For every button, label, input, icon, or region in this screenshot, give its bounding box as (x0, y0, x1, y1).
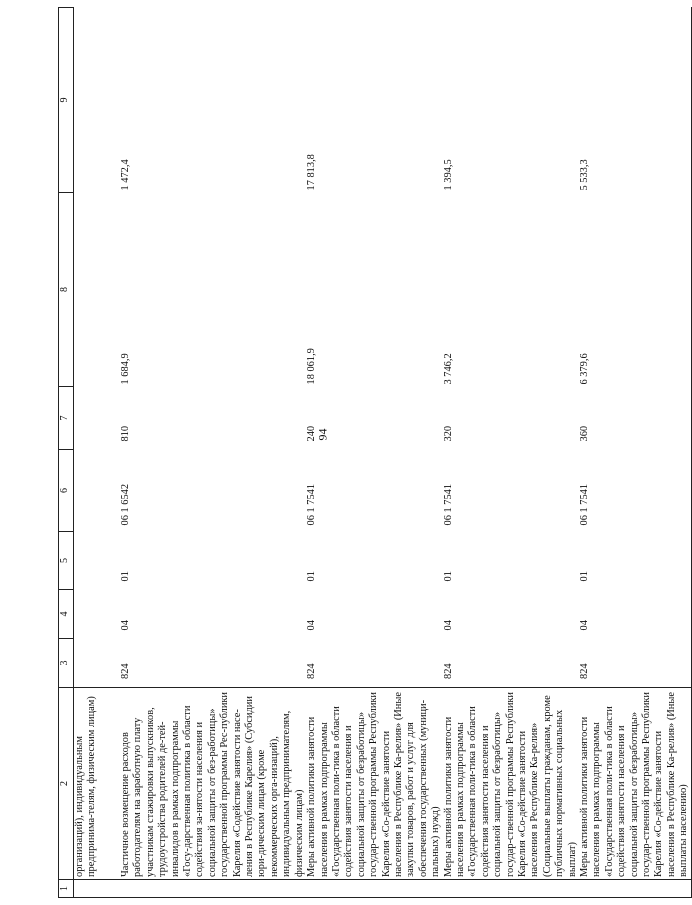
cell-col4: 04 (579, 590, 691, 639)
cell-col3: 824 (120, 663, 131, 679)
cell-col5: 01 (442, 571, 454, 582)
table-row (579, 8, 691, 898)
cell-col7: 360 (579, 387, 691, 450)
cell-col5: 01 (120, 571, 131, 582)
budget-table-wrapper (58, 8, 690, 898)
cell-col5: 01 (306, 571, 318, 582)
continuation-row (74, 8, 121, 898)
table-row (443, 8, 579, 898)
cell-col7: 810 (120, 425, 131, 442)
cell-col8: 18 061,9 (306, 348, 318, 385)
column-header-4: 4 (59, 590, 74, 639)
column-header-5: 5 (59, 532, 74, 590)
cell-col3: 824 (579, 639, 691, 688)
column-header-2: 2 (59, 688, 74, 880)
cell-col9: 1 394,5 (442, 159, 454, 191)
cell-col6: 06 1 7541 (306, 483, 318, 526)
cell-col6: 06 1 7541 (442, 483, 454, 526)
cell-col7: 320 (442, 425, 454, 442)
column-header-6: 6 (59, 450, 74, 532)
row-description: Меры активной политики занятости населения в рамках подпрограммы «Государственная поли-тика в области содействия занятости населения и социальной защиты от безработицы» государ-ственной программы Республики Карелия «Со-действие занятости населения в Республике Ка-релия» (Иные выплаты населению) (579, 688, 691, 880)
cell-col6: 06 1 7541 (579, 450, 691, 532)
cell-col4: 04 (306, 620, 318, 631)
cell-col4: 04 (442, 620, 454, 631)
cell-col9: 17 813,8 (306, 154, 318, 191)
row-description: Частичное возмещение расходов работодателям на заработную плату участникам стажировки выпускников, трудоустройства родителей де-тей-инвалидов в рамках подпрограммы «Госу-дарственная политика в области содействия за-нятости населения и социальной защиты от без-работицы» государственной программы Рес-публики Карелия «Содействие занятости насе-ления в Республике Карелия» (Субсидии юри-дическим лицам (кроме некоммерческих орга-низаций), индивидуальным предпринимателям, физическим лицам) (120, 688, 306, 880)
cell-col6: 06 1 6542 (120, 483, 131, 526)
cell-col7: 240 (306, 425, 318, 442)
table-row (306, 8, 442, 898)
row-description: Меры активной политики занятости населения в рамках подпрограммы «Государственная поли-тика в области содействия занятости населения и социальной защиты от безработицы» государ-ственной программы Республики Карелия «Со-действие занятости населения в Республике Ка-релия» (Иные закупки товаров, работ и услуг для обеспечения государственных (муници-пальных) нужд) (306, 688, 442, 880)
cell-col8: 6 379,6 (579, 193, 691, 387)
cell-col9: 1 472,4 (120, 159, 131, 191)
row-description: Меры активной политики занятости населения в рамках подпрограммы «Государственная поли-тика в области содействия занятости населения и социальной защиты от безработицы» государ-ственной программы Республики Карелия «Со-действие занятости населения в Республике Ка-релия» (Социальные выплаты гражданам, кроме публичных нормативных социальных выплат) (443, 688, 579, 880)
cell-col8: 3 746,2 (442, 353, 454, 385)
cell-col3: 824 (306, 663, 318, 679)
cell-col4: 04 (120, 620, 131, 631)
budget-table (58, 7, 692, 898)
cell-col8: 1 684,9 (120, 353, 131, 385)
column-header-1: 1 (59, 880, 74, 898)
table-header-row (59, 8, 74, 898)
column-header-9: 9 (59, 8, 74, 193)
column-header-3: 3 (59, 639, 74, 688)
column-header-8: 8 (59, 193, 74, 387)
cell-col5: 01 (579, 532, 691, 590)
cell-col9: 5 533,3 (579, 8, 691, 193)
page-number-text: 94 (315, 428, 330, 440)
cell-col3: 824 (442, 663, 454, 679)
continuation-text: организаций), индивидуальным предпринима-телям, физическим лицам) (74, 688, 121, 880)
column-header-7: 7 (59, 387, 74, 450)
table-row (120, 8, 306, 898)
